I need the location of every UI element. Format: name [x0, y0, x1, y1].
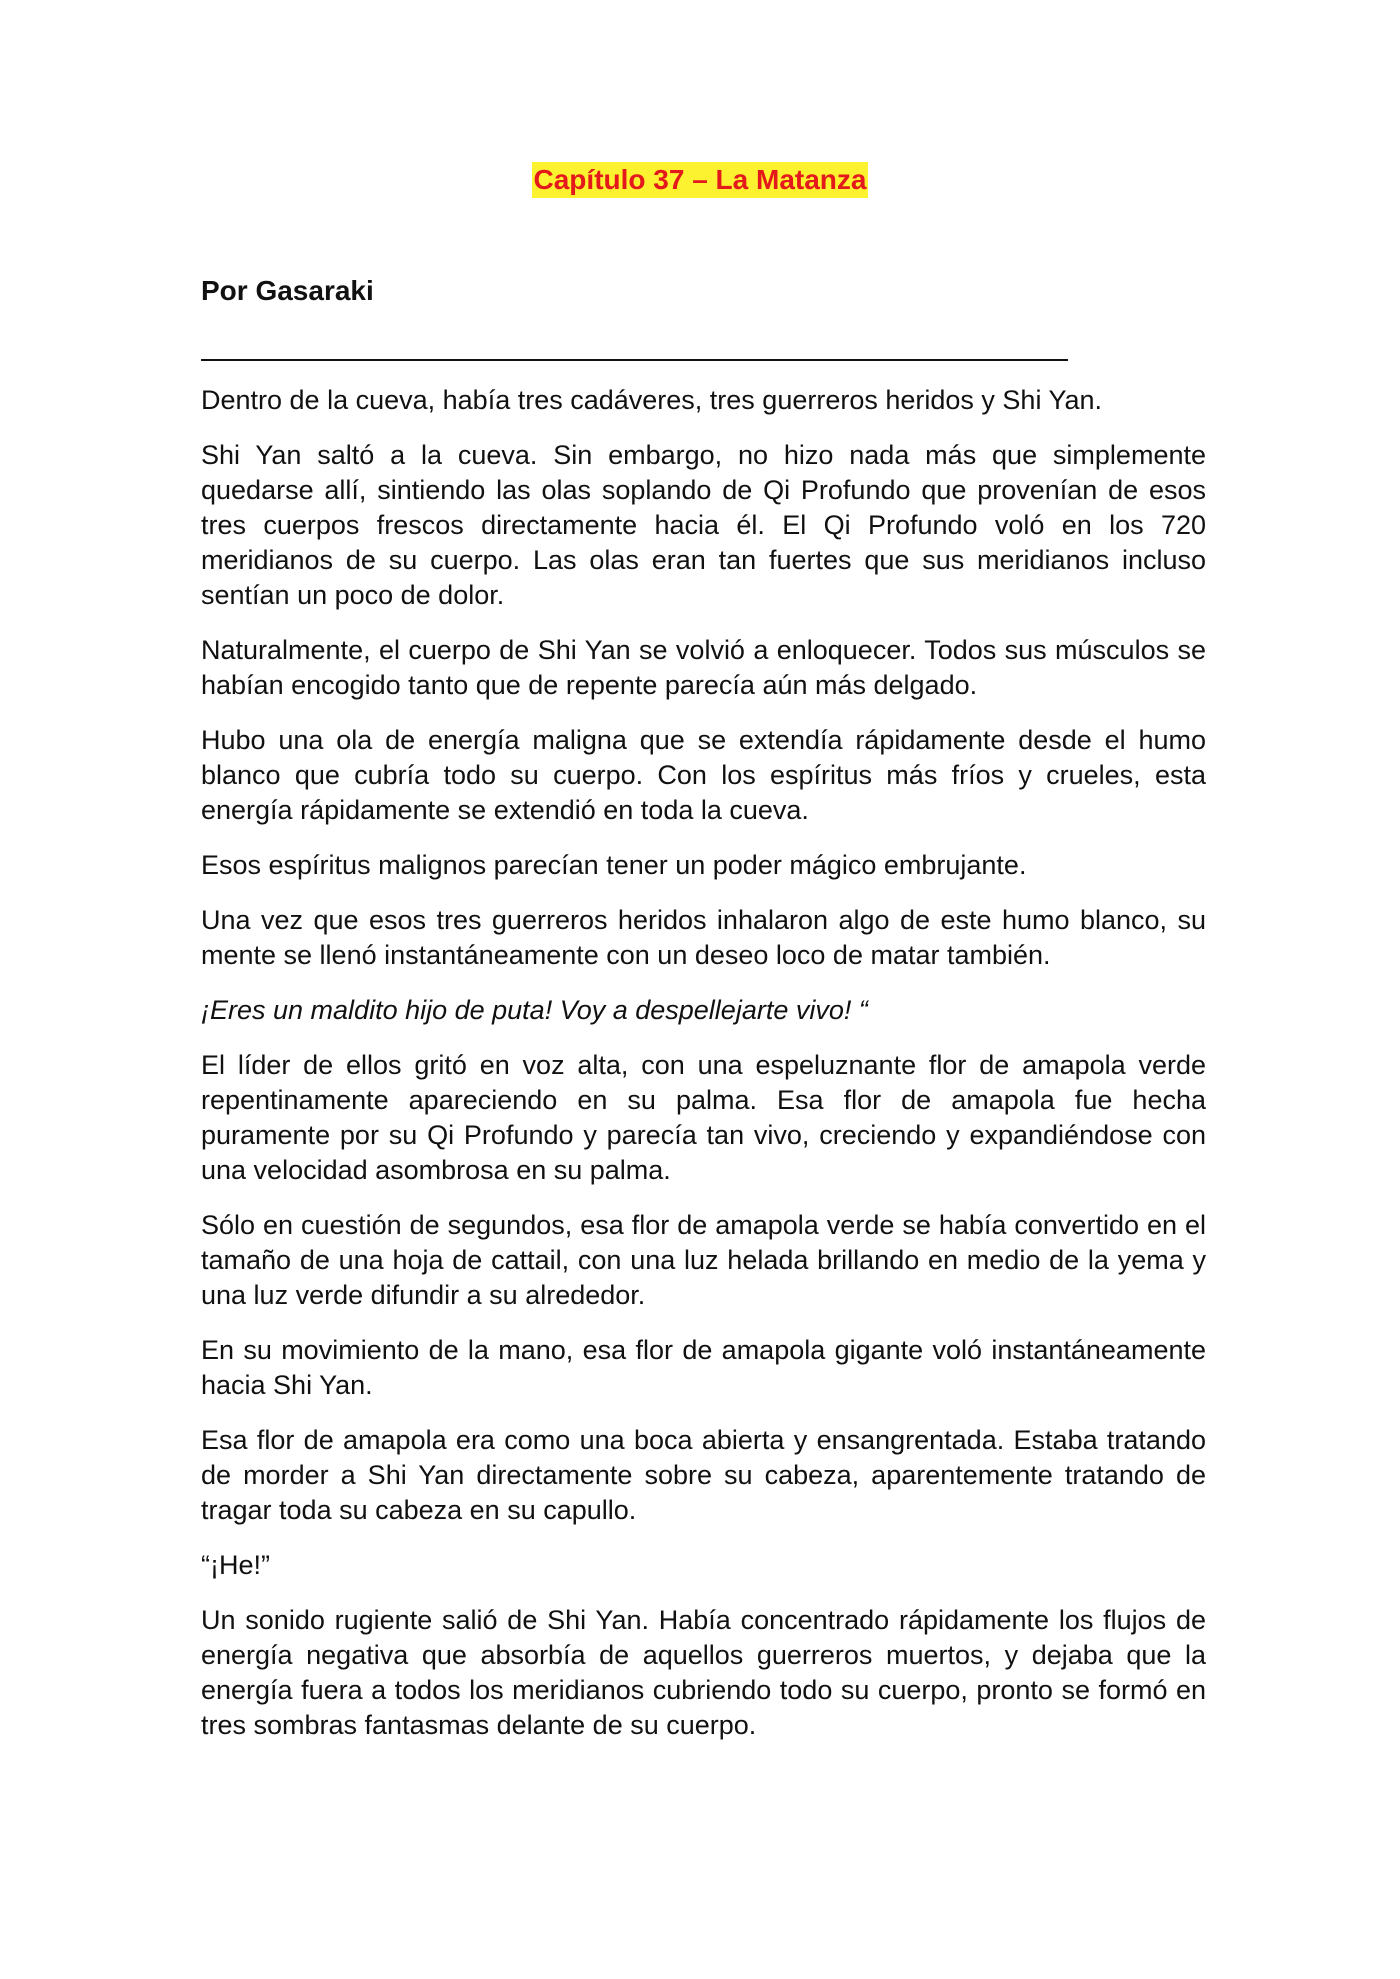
chapter-title: Capítulo 37 – La Matanza [532, 162, 869, 198]
paragraph: Sólo en cuestión de segundos, esa flor de amapola verde se había convertido en el tamaño de una hoja de cattail, con una luz helada brillando en medio de la yema y una luz verde difundir a su alrededor. [201, 1210, 1206, 1310]
paragraph: Un sonido rugiente salió de Shi Yan. Había concentrado rápidamente los flujos de energía negativa que absorbía de aquellos guerreros muertos, y dejaba que la energía fuera a todos los meridianos cubriendo todo su cuerpo, pronto se formó en tres sombras fantasmas delante de su cuerpo. [201, 1605, 1206, 1740]
title-row [0, 162, 1400, 198]
paragraph: Esa flor de amapola era como una boca abierta y ensangrentada. Estaba tratando de morder a Shi Yan directamente sobre su cabeza, aparentemente tratando de tragar toda su cabeza en su capullo. [201, 1425, 1206, 1525]
paragraph: Hubo una ola de energía maligna que se extendía rápidamente desde el humo blanco que cubría todo su cuerpo. Con los espíritus más fríos y crueles, esta energía rápidamente se extendió en toda la cueva. [201, 725, 1206, 825]
chapter-body [201, 383, 1206, 1763]
paragraph: Una vez que esos tres guerreros heridos inhalaron algo de este humo blanco, su mente se llenó instantáneamente con un deseo loco de matar también. [201, 905, 1206, 970]
paragraph: Shi Yan saltó a la cueva. Sin embargo, no hizo nada más que simplemente quedarse allí, sintiendo las olas soplando de Qi Profundo que provenían de esos tres cuerpos frescos directamente hacia él. El Qi Profundo voló en los 720 meridianos de su cuerpo. Las olas eran tan fuertes que sus meridianos incluso sentían un poco de dolor. [201, 440, 1206, 610]
paragraph: En su movimiento de la mano, esa flor de amapola gigante voló instantáneamente hacia Shi Yan. [201, 1335, 1206, 1400]
dialogue-line: ¡Eres un maldito hijo de puta! Voy a despellejarte vivo! “ [201, 995, 868, 1025]
paragraph: Naturalmente, el cuerpo de Shi Yan se volvió a enloquecer. Todos sus músculos se habían encogido tanto que de repente parecía aún más delgado. [201, 635, 1206, 700]
separator-line [201, 359, 1068, 361]
paragraph: El líder de ellos gritó en voz alta, con una espeluznante flor de amapola verde repentinamente apareciendo en su palma. Esa flor de amapola fue hecha puramente por su Qi Profundo y parecía tan vivo, creciendo y expandiéndose con una velocidad asombrosa en su palma. [201, 1050, 1206, 1185]
paragraph: Dentro de la cueva, había tres cadáveres, tres guerreros heridos y Shi Yan. [201, 385, 1102, 415]
dialogue-line: “¡He!” [201, 1550, 270, 1580]
paragraph: Esos espíritus malignos parecían tener un poder mágico embrujante. [201, 850, 1027, 880]
author-line: Por Gasaraki [201, 275, 374, 306]
